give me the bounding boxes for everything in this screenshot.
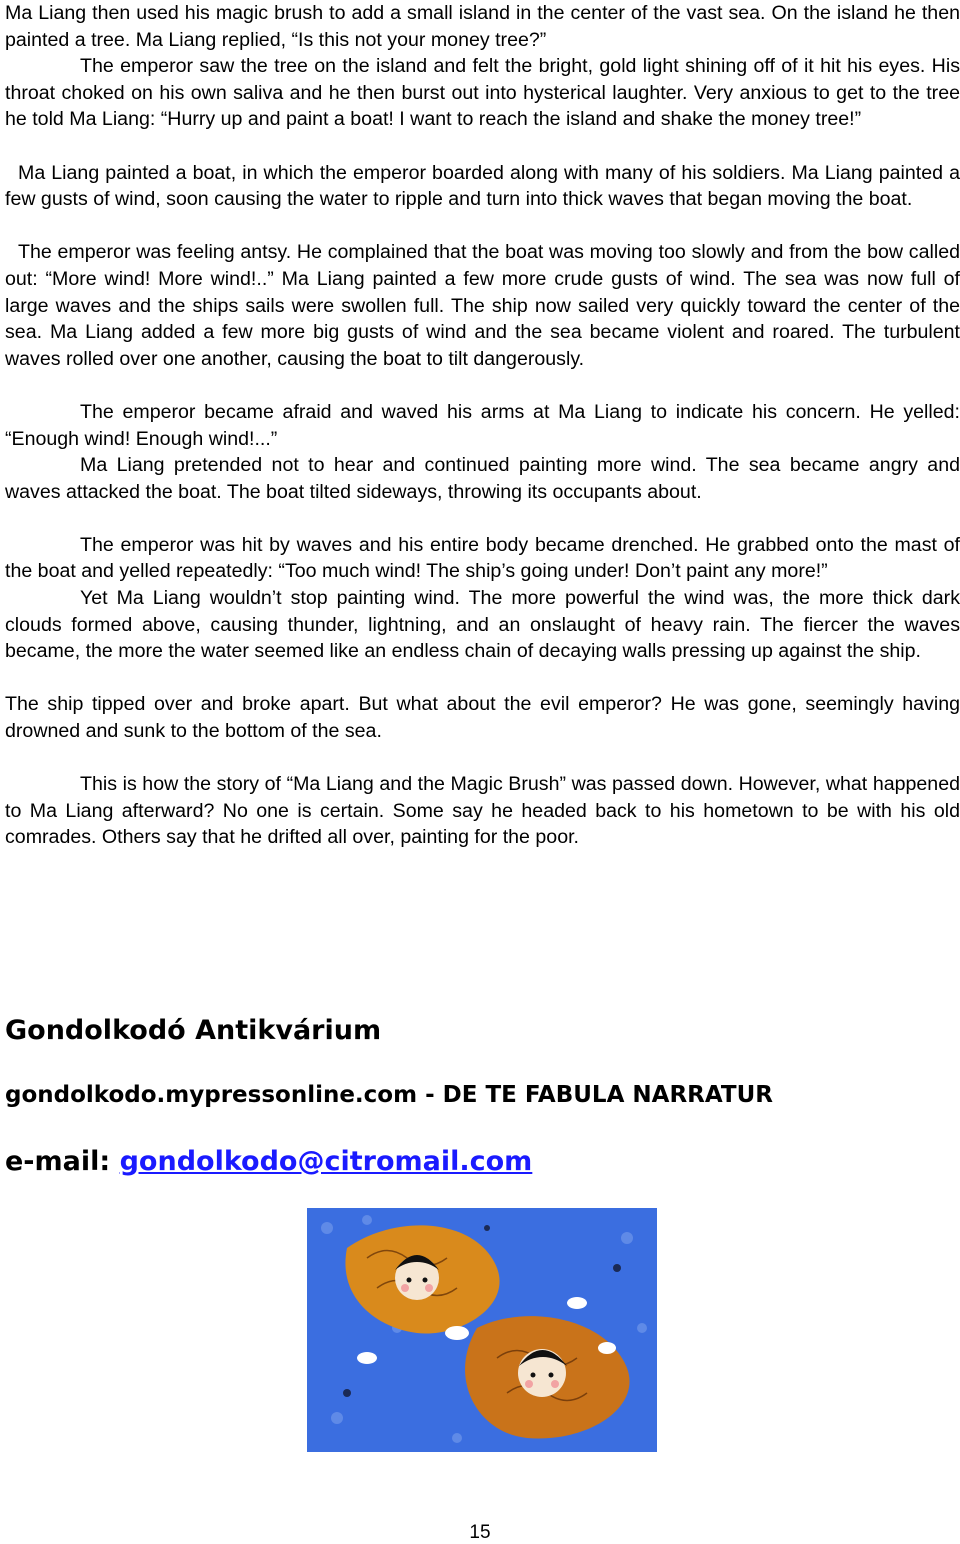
paragraph-3: Ma Liang painted a boat, in which the emperor boarded along with many of his soldiers. Ma Liang painted a few gusts of wind, soon causing the water to ripple and turn into thick waves that began moving the boat. <box>5 161 960 211</box>
email-line <box>5 1146 532 1177</box>
email-link[interactable]: gondolkodo@citromail.com <box>119 1146 533 1177</box>
paragraph-8: Yet Ma Liang wouldn’t stop painting wind. The more powerful the wind was, the more thick dark clouds formed above, causing thunder, lightning, and an onslaught of heavy rain. The fiercer the waves became, the more the water seemed like an endless chain of decaying walls pressing up against the ship. <box>5 587 960 663</box>
paragraph-4: The emperor was feeling antsy. He complained that the boat was moving too slowly and from the bow called out: “More wind! More wind!..” Ma Liang painted a few more crude gusts of wind. The sea was now full of large waves and the ships sails were swollen full. The ship now sailed very quickly toward the center of the sea. Ma Liang added a few more big gusts of wind and the sea became violent and roared. The turbulent waves rolled over one another, causing the boat to tilt dangerously. <box>5 241 960 370</box>
paragraph-1: Ma Liang then used his magic brush to add a small island in the center of the vast sea. On the island he then painted a tree. Ma Liang replied, “Is this not your money tree?” <box>5 2 960 51</box>
story-text <box>5 0 960 851</box>
paragraph-5: The emperor became afraid and waved his arms at Ma Liang to indicate his concern. He yelled: “Enough wind! Enough wind!...” <box>5 400 960 450</box>
paragraph-10: This is how the story of “Ma Liang and the Magic Brush” was passed down. However, what happened to Ma Liang afterward? No one is certain. Some say he headed back to his hometown to be with his old comrades. Others say that he drifted all over, painting for the poor. <box>5 773 960 849</box>
paragraph-7: The emperor was hit by waves and his entire body became drenched. He grabbed onto the mast of the boat and yelled repeatedly: “Too much wind! The ship’s going under! Don’t paint any more!” <box>5 533 960 583</box>
paragraph-6: Ma Liang pretended not to hear and continued painting more wind. The sea became angry and waves attacked the boat. The boat tilted sideways, throwing its occupants about. <box>5 454 960 503</box>
paragraph-9: The ship tipped over and broke apart. But what about the evil emperor? He was gone, seemingly having drowned and sunk to the bottom of the sea. <box>5 693 960 743</box>
antiquarian-title: Gondolkodó Antikvárium <box>5 1015 382 1046</box>
folk-art-illustration <box>307 1208 657 1452</box>
website-line: gondolkodo.mypressonline.com - DE TE FABULA NARRATUR <box>5 1082 773 1108</box>
email-label: e-mail: <box>5 1146 120 1177</box>
paragraph-2: The emperor saw the tree on the island and felt the bright, gold light shining off of it hit his eyes. His throat choked on his own saliva and he then burst out into hysterical laughter. Very anxious to get to the tree he told Ma Liang: “Hurry up and paint a boat! I want to reach the island and shake the money tree!” <box>5 55 960 131</box>
page-number: 15 <box>469 1522 491 1543</box>
